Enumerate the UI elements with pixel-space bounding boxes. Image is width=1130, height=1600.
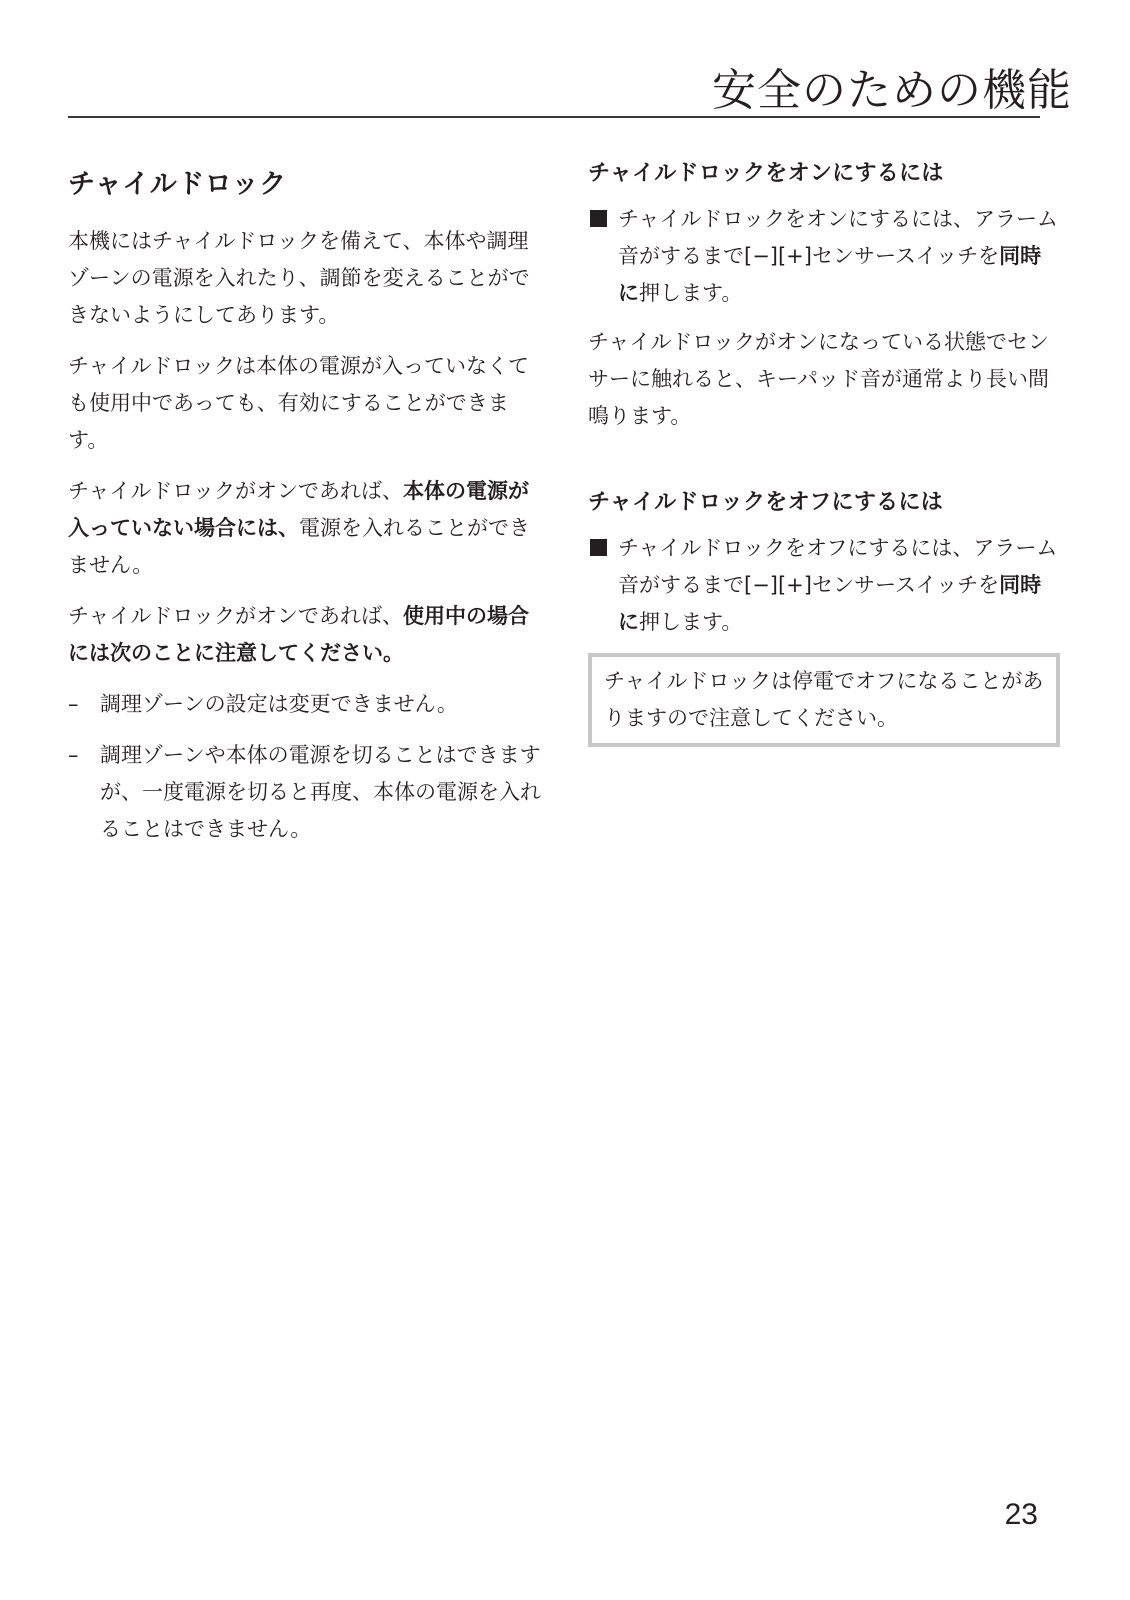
turn-on-instruction	[588, 201, 1060, 312]
list-item	[68, 737, 544, 848]
turn-off-tail: 押します。	[639, 610, 743, 634]
left-column	[68, 152, 544, 862]
page-number: 23	[1004, 1498, 1038, 1531]
power-off-emphasis: 本体の電源が入っていない場合には、	[68, 479, 529, 540]
page-title: 安全のための機能	[712, 65, 1072, 116]
dash-marker: –	[68, 692, 79, 716]
square-bullet-icon	[590, 210, 607, 227]
title-divider	[68, 116, 1040, 118]
availability-paragraph: チャイルドロックは本体の電源が入っていなくても使用中であっても、有効にすることができます。	[68, 354, 529, 452]
restriction-list	[68, 686, 544, 848]
in-use-emphasis: 使用中の場合には次のことに注意してください。	[68, 604, 529, 665]
list-item-text: 調理ゾーンや本体の電源を切ることはできますが、一度電源を切ると再度、本体の電源を入れることはできません。	[100, 743, 541, 841]
power-outage-note-box	[588, 653, 1060, 747]
intro-paragraph: 本機にはチャイルドロックを備えて、本体や調理ゾーンの電源を入れたり、調節を変えることができないようにしてあります。	[68, 229, 530, 327]
in-use-paragraph	[68, 598, 544, 672]
power-off-tail: 電源を入れることができません。	[68, 516, 530, 577]
turn-off-instruction	[588, 530, 1060, 641]
square-bullet-icon	[590, 539, 607, 556]
section-spacer	[588, 449, 1060, 481]
keypad-sound-note: チャイルドロックがオンになっている状態でセンサーに触れると、キーパッド音が通常より長い間鳴ります。	[588, 330, 1049, 428]
turn-on-lead: チャイルドロックをオンにするには、アラーム音がするまで[−][+]センサースイッチを	[618, 207, 1058, 268]
power-off-lead: チャイルドロックがオンであれば、	[68, 479, 403, 503]
dash-marker: –	[68, 743, 79, 767]
section-heading-child-lock: チャイルドロック	[68, 169, 287, 200]
turn-off-emphasis: 同時に	[618, 573, 1042, 634]
list-item-text: 調理ゾーンの設定は変更できません。	[100, 692, 458, 716]
list-item	[68, 686, 544, 723]
right-column	[588, 152, 1060, 747]
heading-turn-off: チャイルドロックをオフにするには	[588, 490, 944, 515]
in-use-lead: チャイルドロックがオンであれば、	[68, 604, 403, 628]
turn-on-emphasis: 同時に	[618, 244, 1042, 305]
power-outage-note-text: チャイルドロックは停電でオフになることがありますので注意してください。	[604, 669, 1044, 730]
power-off-paragraph	[68, 473, 544, 584]
turn-off-lead: チャイルドロックをオフにするには、アラーム音がするまで[−][+]センサースイッチを	[618, 536, 1058, 597]
turn-on-tail: 押します。	[639, 281, 743, 305]
heading-turn-on: チャイルドロックをオンにするには	[588, 161, 944, 186]
